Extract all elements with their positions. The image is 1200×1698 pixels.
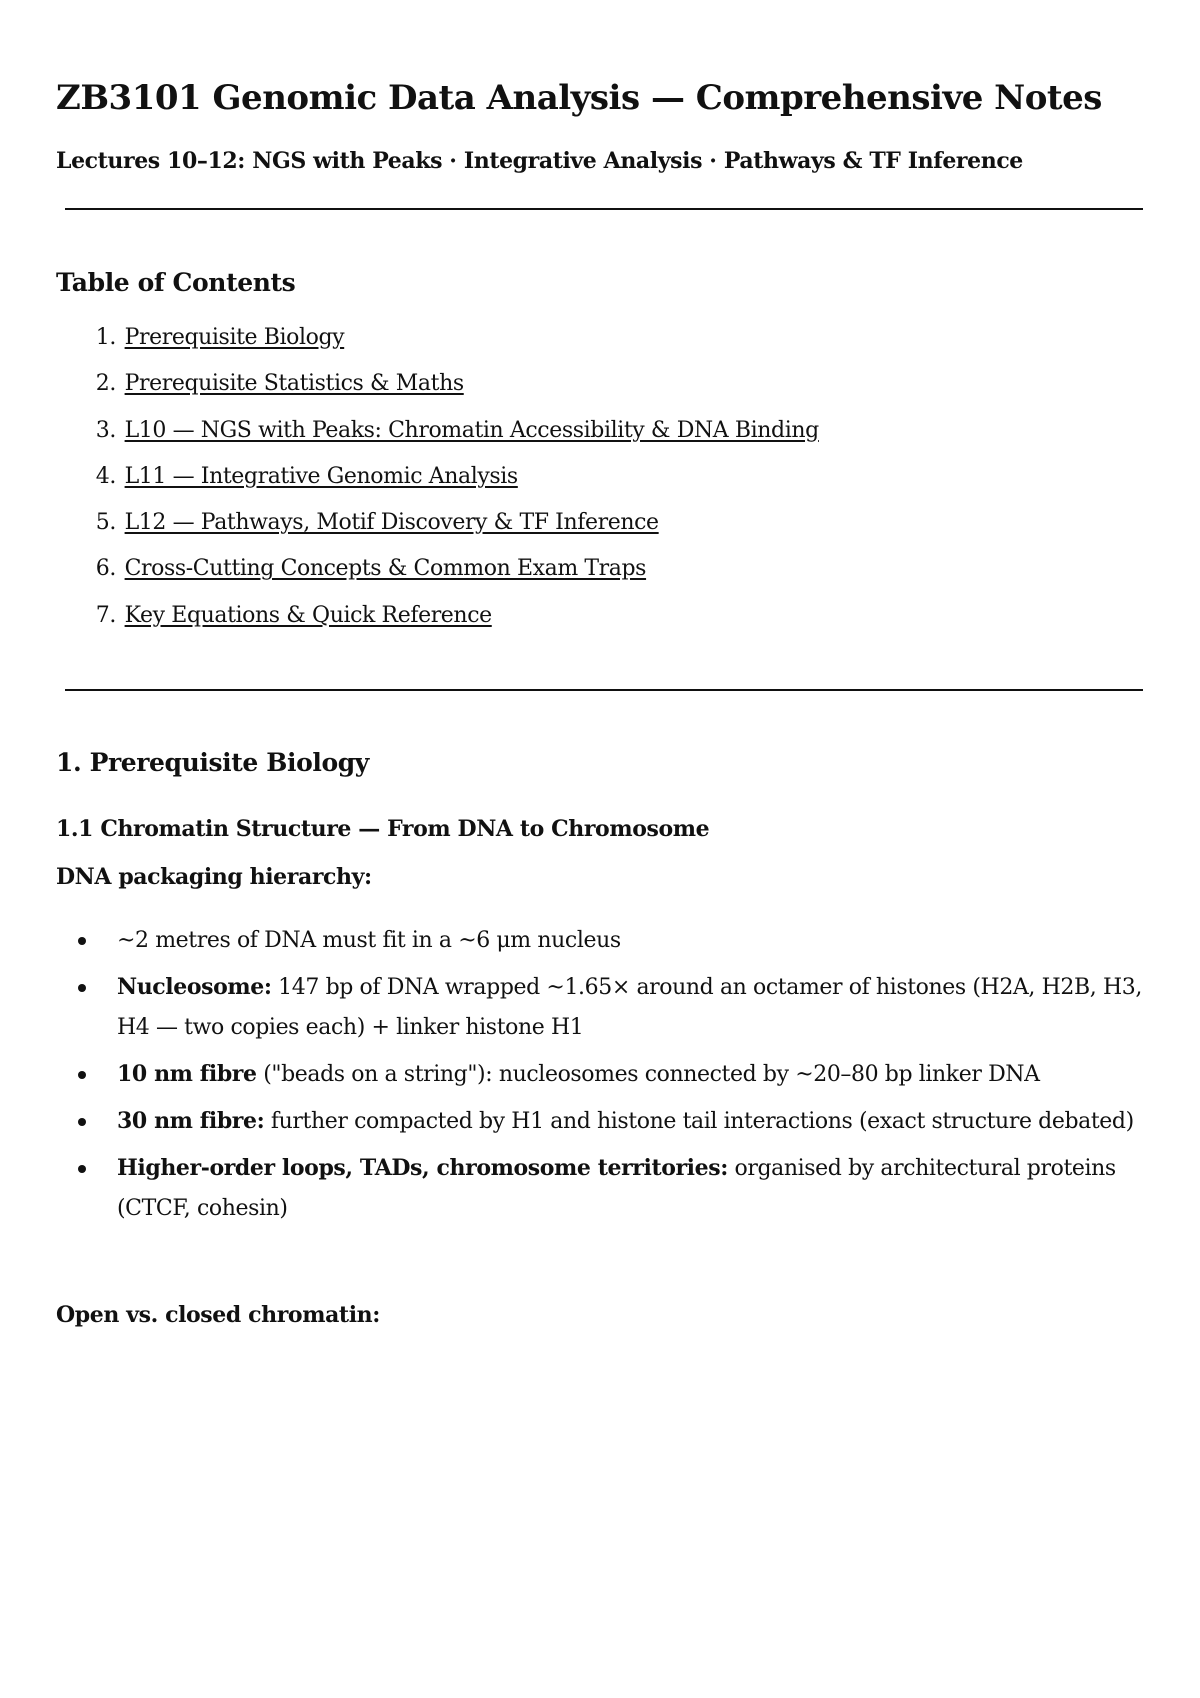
toc-heading: Table of Contents (56, 268, 296, 297)
bullet-icon (78, 984, 86, 992)
subsection-heading: 1.1 Chromatin Structure — From DNA to Chromosome (56, 816, 710, 842)
toc-item (56, 323, 819, 369)
document-title: ZB3101 Genomic Data Analysis — Comprehensive Notes (56, 78, 1102, 118)
list-item-bold: Nucleosome: (117, 974, 272, 1000)
document-subtitle: Lectures 10–12: NGS with Peaks · Integrative Analysis · Pathways & TF Inference (56, 148, 1023, 174)
bullet-icon (78, 1165, 86, 1173)
list-item (56, 1148, 1156, 1229)
toc-item (56, 416, 819, 462)
toc-link-prerequisite-statistics[interactable]: Prerequisite Statistics & Maths (124, 371, 464, 397)
toc-item (56, 369, 819, 415)
list-item-text: organised by architectural proteins (CTCF, cohesin) (117, 1156, 1116, 1221)
toc-link-l12[interactable]: L12 — Pathways, Motif Discovery & TF Inference (124, 510, 659, 536)
bullet-icon (78, 1071, 86, 1079)
toc-item-number: 3. (95, 417, 116, 443)
toc-item-number: 5. (95, 510, 116, 536)
bullet-icon (78, 1118, 86, 1126)
paragraph-lead: Open vs. closed chromatin: (56, 1302, 380, 1328)
divider (65, 208, 1143, 210)
toc-link-l10[interactable]: L10 — NGS with Peaks: Chromatin Accessibility & DNA Binding (124, 417, 819, 443)
toc-item (56, 601, 819, 647)
toc-item (56, 508, 819, 554)
list-item-bold: Higher-order loops, TADs, chromosome territories: (117, 1155, 728, 1181)
toc-item-number: 6. (95, 556, 116, 582)
toc-item (56, 554, 819, 600)
toc-item-number: 2. (95, 371, 116, 397)
list-item-text: further compacted by H1 and histone tail interactions (exact structure debated) (264, 1109, 1134, 1134)
toc-link-prerequisite-biology[interactable]: Prerequisite Biology (124, 325, 345, 350)
list-item (56, 1101, 1156, 1142)
bullet-icon (78, 937, 86, 945)
toc-item-number: 4. (95, 463, 116, 489)
bullet-list (56, 920, 1156, 1235)
toc-item-number: 7. (95, 602, 116, 628)
toc-link-cross-cutting[interactable]: Cross-Cutting Concepts & Common Exam Traps (124, 556, 647, 582)
toc-link-key-equations[interactable]: Key Equations & Quick Reference (124, 602, 492, 628)
list-item-text: ~2 metres of DNA must fit in a ~6 μm nucleus (117, 928, 621, 953)
toc-item-number: 1. (95, 325, 116, 350)
list-item (56, 920, 1156, 961)
table-of-contents (56, 323, 819, 647)
list-item-bold: 30 nm fibre: (117, 1108, 265, 1134)
list-item-text: ("beads on a string"): nucleosomes connected by ~20–80 bp linker DNA (256, 1062, 1040, 1087)
section-heading: 1. Prerequisite Biology (56, 748, 369, 777)
list-item (56, 967, 1156, 1048)
toc-link-l11[interactable]: L11 — Integrative Genomic Analysis (124, 463, 518, 489)
list-item (56, 1054, 1156, 1095)
toc-item (56, 462, 819, 508)
list-item-bold: 10 nm fibre (117, 1061, 257, 1087)
paragraph-lead: DNA packaging hierarchy: (56, 864, 372, 890)
divider (65, 689, 1143, 691)
list-item-text: 147 bp of DNA wrapped ~1.65× around an octamer of histones (H2A, H2B, H3, H4 — two copies each) + linker histone H1 (117, 975, 1142, 1040)
